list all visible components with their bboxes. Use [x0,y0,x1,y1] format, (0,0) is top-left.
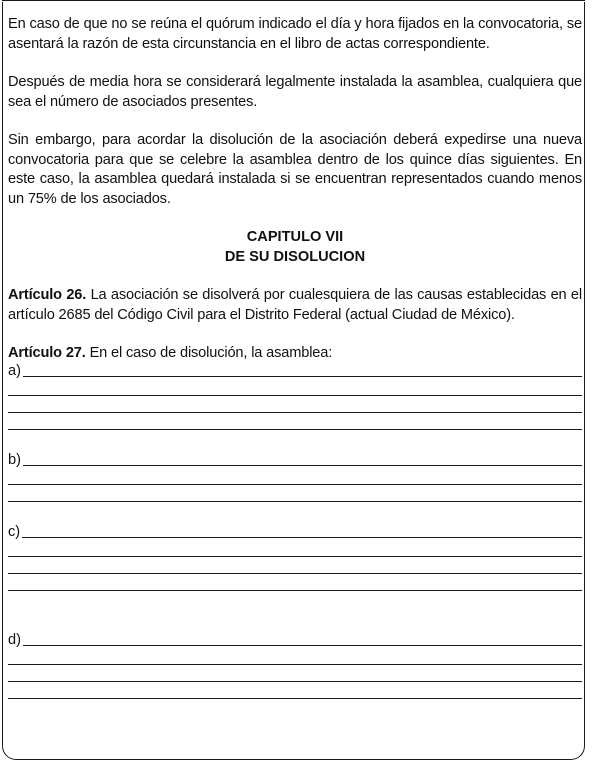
paragraph-dissolution-convocation: Sin embargo, para acordar la disolución de la asociación deberá expedirse una nueva convocatoria para que se celebre la asamblea dentro de los quince días siguientes. En este caso, la asamblea quedará instalada si se encuentran representados cuando menos un 75% de los asociados. [8,132,582,207]
article-26 [8,286,582,325]
item-d-blank-line-3[interactable] [8,682,582,699]
item-c-fill-line[interactable] [22,536,582,538]
item-d-blank-line-1[interactable] [8,648,582,665]
item-b-blank-line-1[interactable] [8,468,582,485]
item-a-label: a) [8,363,21,379]
item-b-section [8,450,582,502]
article-26-title: Artículo 26. [8,287,87,303]
chapter-number: CAPITULO VII [246,229,344,245]
item-c-blank-line-3[interactable] [8,574,582,591]
paragraph-half-hour: Después de media hora se considerará legalmente instalada la asamblea, cualquiera que sea el número de asociados presentes. [8,74,582,110]
item-b-row [8,450,582,468]
item-d-row [8,630,582,648]
chapter-title: DE SU DISOLUCION [224,248,366,265]
item-d-fill-line[interactable] [23,644,582,646]
item-c-section [8,522,582,591]
document-body [8,15,582,364]
item-d-blank-line-2[interactable] [8,665,582,682]
article-27-text: En el caso de disolución, la asamblea: [85,345,333,361]
item-c-row [8,522,582,540]
article-26-text: La asociación se disolverá por cualesquiera de las causas establecidas en el artículo 2685 del Código Civil para el Distrito Federal (actual Ciudad de México). [8,287,582,323]
item-c-label: c) [8,524,21,540]
chapter-heading [8,228,582,267]
item-a-blank-line-1[interactable] [8,379,582,396]
item-a-blank-line-2[interactable] [8,396,582,413]
item-b-label: b) [8,452,21,468]
item-c-blank-line-2[interactable] [8,557,582,574]
paragraph-quorum: En caso de que no se reúna el quórum indicado el día y hora fijados en la convocatoria, se asentará la razón de esta circunstancia en el libro de actas correspondiente. [8,16,582,52]
item-a-blank-line-3[interactable] [8,413,582,430]
item-b-fill-line[interactable] [23,464,582,466]
item-d-section [8,630,582,699]
article-27-title: Artículo 27. [8,345,86,361]
item-d-label: d) [8,632,21,648]
item-c-blank-line-1[interactable] [8,540,582,557]
item-a-fill-line[interactable] [23,375,582,377]
item-a-row [8,361,582,379]
item-b-blank-line-2[interactable] [8,485,582,502]
item-a-section [8,361,582,430]
